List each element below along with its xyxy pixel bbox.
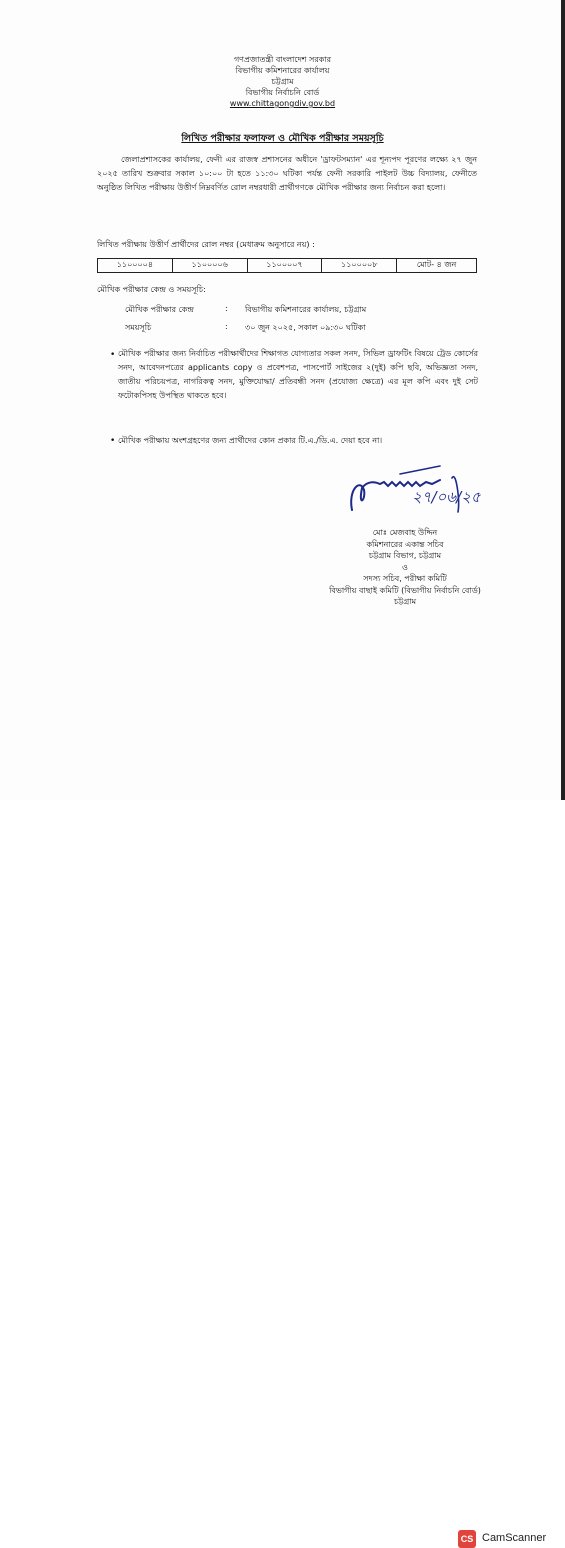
viva-time-row: [125, 322, 366, 335]
rolls-label: লিখিত পরীক্ষায় উত্তীর্ণ প্রার্থীদের রোল নম্বর (মেধাক্রম অনুসারে নয়) :: [97, 240, 315, 249]
viva-time-label: সময়সূচি: [125, 323, 152, 332]
instruction-ta-da: মৌখিক পরীক্ষায় অংশগ্রহণের জন্য প্রার্থীদের কোন প্রকার টি.এ./ডি.এ. দেয়া হবে না।: [118, 436, 383, 445]
scan-edge: [561, 0, 565, 800]
viva-schedule-label: মৌখিক পরীক্ষার কেন্দ্র ও সময়সূচি:: [97, 285, 206, 294]
notice-title-text: লিখিত পরীক্ষার ফলাফল ও মৌখিক পরীক্ষার সময়সূচি: [181, 133, 384, 144]
signer-and: ও: [402, 562, 408, 572]
rolls-table: [97, 258, 477, 273]
header-office: বিভাগীয় কমিশনারের কার্যালয়: [235, 66, 330, 75]
table-row: [98, 259, 477, 273]
bullet-icon: •: [110, 436, 116, 446]
intro-paragraph: জেলাপ্রশাসকের কার্যালয়, ফেনী এর রাজস্ব প্রশাসনের অধীনে 'ড্রাফটসম্যান' এর শূন্যপদ পূরণের লক্ষ্যে ২৭ জুন ২০২৫ তারিখ শুক্রবার সকাল ১০:০০ টা হতে ১১:৩০ ঘটিকা পর্যন্ত ফেনী সরকারি পাইলট উচ্চ বিদ্যালয়, ফেনীতে অনুষ্ঠিত লিখিত পরীক্ষায় উত্তীর্ণ নিম্নবর্ণিত রোল নম্বরধারী প্রার্থীগণকে মৌখিক পরীক্ষার জন্য নির্বাচন করা হলো।: [97, 155, 477, 192]
instruction-documents: মৌখিক পরীক্ষার জন্য নির্বাচিত পরীক্ষার্থীদের শিক্ষাগত যোগ্যতার সকল সনদ, সিভিল ড্রাফটিং বিষয়ে ট্রেড কোর্সের সনদ, আবেদনপত্রের applicants copy ও প্রবেশপত্র, পাসপোর্ট সাইজের ২(দুই) কপি ছবি, অভিজ্ঞতা সনদ, জাতীয় পরিচয়পত্র, নাগরিকত্ব সনদ, মুক্তিযোদ্ধা/ প্রতিবন্ধী সনদ (প্রযোজ্য ক্ষেত্রে) এর মূল কপি এবং দুই সেট ফটোকপিসহ উপস্থিত থাকতে হবে।: [118, 349, 478, 400]
signer-city: চট্টগ্রাম: [393, 597, 417, 606]
colon: :: [225, 322, 228, 331]
signature-date: ২৭/০৬/২৫: [412, 488, 481, 506]
header-website-link[interactable]: www.chittagongdiv.gov.bd: [229, 99, 336, 108]
header-board: বিভাগীয় নির্বাচনি বোর্ড: [245, 88, 320, 97]
viva-center-row: [125, 304, 367, 317]
header-city: চট্টগ্রাম: [271, 77, 294, 86]
viva-center-label: মৌখিক পরীক্ষার কেন্দ্র: [125, 305, 194, 314]
colon: :: [225, 304, 228, 313]
notice-title: [0, 132, 565, 147]
roll-cell: ১১০০০০৭: [247, 259, 322, 273]
camscanner-logo-icon: CS: [458, 1530, 476, 1548]
scanner-footer: [0, 760, 565, 1544]
signer-title: কমিশনারের একান্ত সচিব: [366, 539, 444, 549]
bullet-icon: •: [110, 350, 116, 360]
camscanner-brand: CamScanner: [482, 1532, 547, 1544]
signer-committee: বিভাগীয় বাছাই কমিটি (বিভাগীয় নির্বাচনি বোর্ড): [329, 585, 481, 595]
roll-cell: ১১০০০০৮: [322, 259, 397, 273]
header-government: গণপ্রজাতন্ত্রী বাংলাদেশ সরকার: [233, 55, 332, 64]
signature-icon: [340, 460, 490, 530]
roll-cell: ১১০০০০৬: [172, 259, 247, 273]
signer-division: চট্টগ্রাম বিভাগ, চট্টগ্রাম: [368, 551, 442, 560]
signer-block: [300, 527, 510, 608]
signer-name: মোঃ মেজবাহ উদ্দিন: [372, 528, 438, 537]
letterhead: [0, 54, 565, 109]
roll-total-cell: মোট- ৪ জন: [397, 259, 477, 273]
signer-committee-role: সদস্য সচিব, পরীক্ষা কমিটি: [363, 574, 447, 583]
roll-cell: ১১০০০০৪: [98, 259, 173, 273]
viva-center-value: বিভাগীয় কমিশনারের কার্যালয়, চট্টগ্রাম: [245, 305, 367, 314]
viva-time-value: ৩০ জুন ২০২৫, সকাল ০৯:৩০ ঘটিকা: [245, 323, 366, 332]
